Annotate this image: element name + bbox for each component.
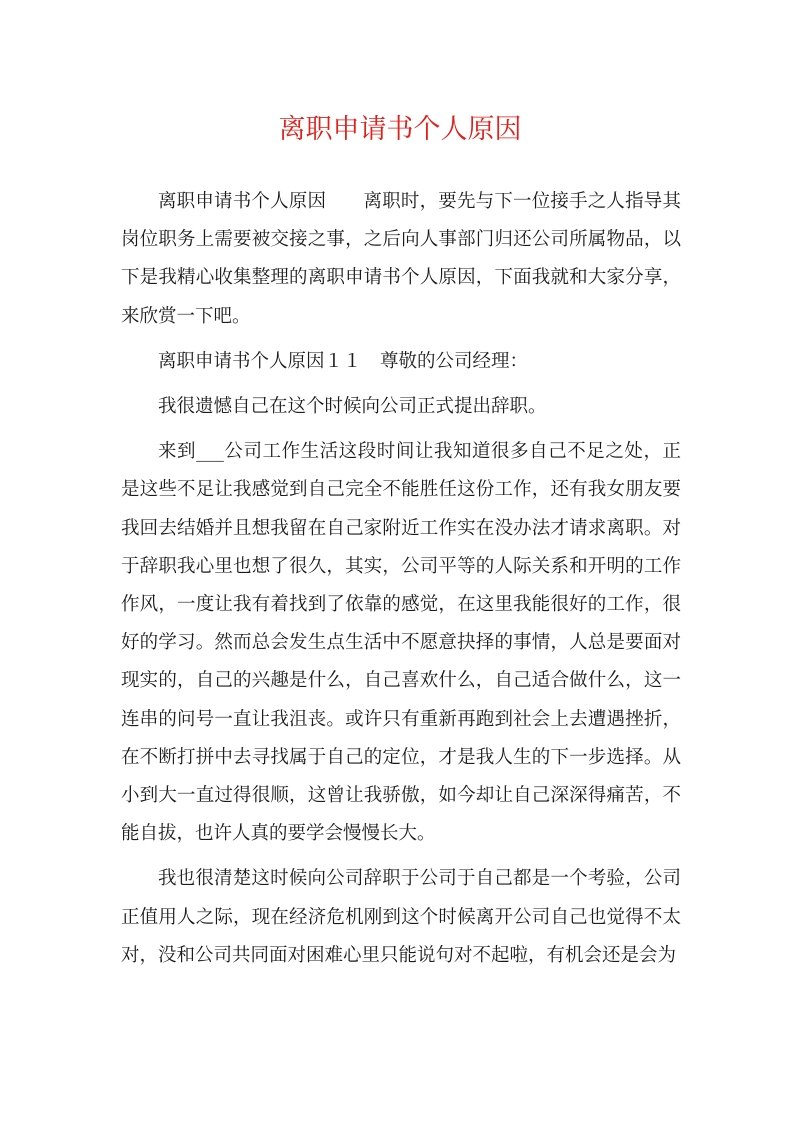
salutation-paragraph: 离职申请书个人原因１１ 尊敬的公司经理： [158,350,529,372]
resignation-statement-paragraph: 我很遗憾自己在这个时候向公司正式提出辞职。 [158,396,547,418]
document-body [121,183,681,975]
intro-paragraph: 离职申请书个人原因 离职时，要先与下一位接手之人指导其岗位职务上需要被交接之事，之后向人事部门归还公司所属物品，以下是我精心收集整理的离职申请书个人原因，下面我就和大家分享，来欣赏一下吧。 [121,191,681,327]
reason-paragraph: 来到___公司工作生活这段时间让我知道很多自己不足之处，正是这些不足让我感觉到自己完全不能胜任这份工作，还有我女朋友要我回去结婚并且想我留在自己家附近工作实在没办法才请求离职。对于辞职我心里也想了很久，其实，公司平等的人际关系和开明的工作作风，一度让我有着找到了依靠的感觉，在这里我能很好的工作，很好的学习。然而总会发生点生活中不愿意抉择的事情，人总是要面对现实的，自己的兴趣是什么，自己喜欢什么，自己适合做什么，这一连串的问号一直让我沮丧。或许只有重新再跑到社会上去遭遇挫折，在不断打拼中去寻找属于自己的定位，才是我人生的下一步选择。从小到大一直过得很顺，这曾让我骄傲，如今却让自己深深得痛苦，不能自拔，也许人真的要学会慢慢长大。 [121,441,681,845]
closing-paragraph: 我也很清楚这时候向公司辞职于公司于自己都是一个考验，公司正值用人之际，现在经济危机刚到这个时候离开公司自己也觉得不太对，没和公司共同面对困难心里只能说句对不起啦，有机会还是会为 [121,868,681,966]
document-title: 离职申请书个人原因 [278,114,522,145]
